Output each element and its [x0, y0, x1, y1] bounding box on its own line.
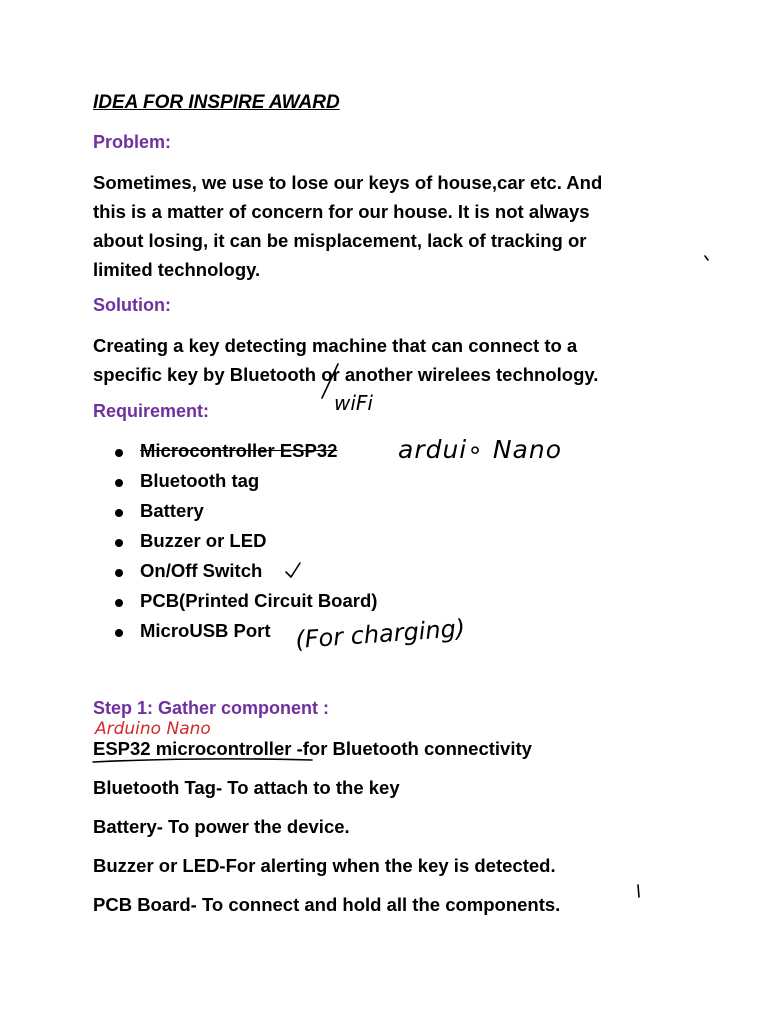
- solution-heading: Solution:: [93, 295, 171, 315]
- step1-line-buzzer: Buzzer or LED-For alerting when the key is detected.: [93, 855, 556, 876]
- requirement-item-6: PCB(Printed Circuit Board): [140, 590, 378, 611]
- stray-mark: [705, 256, 708, 260]
- problem-line-2: this is a matter of concern for our house. It is not always: [93, 201, 590, 222]
- step1-heading: Step 1: Gather component :: [93, 698, 330, 718]
- requirement-item-5: On/Off Switch: [140, 560, 263, 581]
- requirement-item-7: MicroUSB Port: [140, 620, 271, 641]
- problem-line-3: about losing, it can be misplacement, lack of tracking or: [93, 230, 587, 251]
- esp32-term: ESP32 microcontroller: [93, 738, 297, 759]
- stray-mark: [638, 885, 639, 897]
- problem-line-4: limited technology.: [93, 259, 261, 280]
- step1-line-pcb: PCB Board- To connect and hold all the components.: [93, 894, 561, 915]
- requirement-heading: Requirement:: [93, 401, 210, 421]
- requirement-item-4: Buzzer or LED: [140, 530, 267, 551]
- handwritten-arduino-nano-red: Arduino Nano: [95, 719, 211, 739]
- handwritten-for-charging: (For charging): [294, 614, 467, 654]
- requirement-item-3: Battery: [140, 500, 204, 521]
- esp32-description: -for Bluetooth connectivity: [296, 738, 532, 759]
- check-icon: [286, 563, 300, 577]
- problem-line-1: Sometimes, we use to lose our keys of house,car etc. And: [93, 172, 603, 193]
- requirement-item-2: Bluetooth tag: [140, 470, 260, 491]
- step1-line-bluetooth: Bluetooth Tag- To attach to the key: [93, 777, 400, 798]
- esp32-underline: [93, 759, 312, 762]
- solution-line-1: Creating a key detecting machine that can connect to a: [93, 335, 578, 356]
- requirement-item-1: Microcontroller ESP32: [140, 440, 338, 461]
- handwritten-wifi: wiFi: [334, 391, 373, 415]
- page-title: IDEA FOR INSPIRE AWARD: [93, 92, 340, 113]
- handwritten-arduino-nano: ardui∘ Nano: [398, 435, 563, 464]
- problem-heading: Problem:: [93, 132, 172, 152]
- step1-line-battery: Battery- To power the device.: [93, 816, 350, 837]
- solution-line-2: specific key by Bluetooth or another wirelees technology.: [93, 364, 599, 385]
